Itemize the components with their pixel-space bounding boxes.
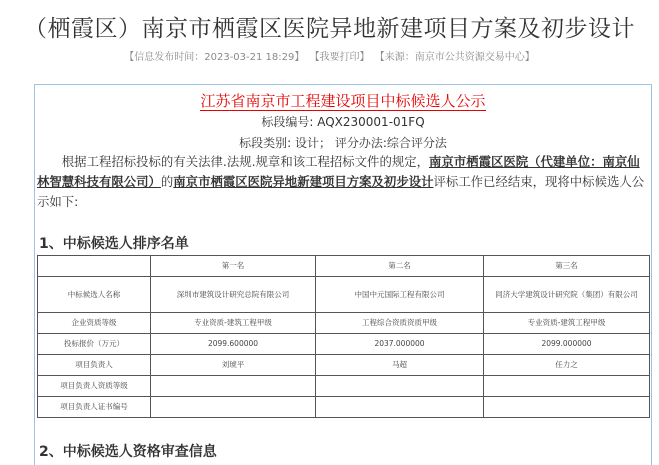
- section-heading-qualification: 2、中标候选人资格审查信息: [39, 444, 217, 460]
- table-header-row: [38, 256, 650, 277]
- page-title: （栖霞区）南京市栖霞区医院异地新建项目方案及初步设计: [24, 16, 635, 42]
- table-row: [38, 397, 650, 418]
- section-heading-ranking: 1、中标候选人排序名单: [39, 236, 189, 252]
- header-cell: 第一名: [151, 256, 316, 277]
- row-label: 企业资质等级: [38, 313, 151, 334]
- intro-mid: 的: [160, 174, 174, 189]
- table-cell: 2099.000000: [484, 334, 650, 355]
- table-cell: [484, 376, 650, 397]
- table-cell: [484, 397, 650, 418]
- intro-suffix: 评标工作已经结束，现将中标候选人公示如下:: [37, 174, 645, 209]
- table-row: [38, 376, 650, 397]
- article-meta: [0, 48, 659, 63]
- table-cell: [316, 397, 484, 418]
- table-cell: 工程综合资质资质甲级: [316, 313, 484, 334]
- project-name: 南京市栖霞区医院异地新建项目方案及初步设计: [173, 174, 434, 189]
- intro-paragraph: [37, 152, 649, 212]
- table-cell: [151, 397, 316, 418]
- table-cell: 专业资质-建筑工程甲级: [151, 313, 316, 334]
- header-cell: [38, 256, 151, 277]
- intro-prefix: 根据工程招标投标的有关法律.法规.规章和该工程招标文件的规定，: [61, 154, 430, 169]
- row-label: 项目负责人: [38, 355, 151, 376]
- notice-title: [35, 90, 651, 111]
- category-line: 标段类别: 设计； 评分办法:综合评分法: [239, 136, 447, 150]
- source-label: 【来源：南京市公共资源交易中心】: [374, 52, 535, 63]
- row-label: 项目负责人资质等级: [38, 376, 151, 397]
- header-cell: 第二名: [316, 256, 484, 277]
- publish-time: 【信息发布时间：2023-03-21 18:29】: [124, 52, 305, 63]
- notice-frame: [34, 84, 652, 465]
- table-row: [38, 355, 650, 376]
- notice-title-text: 江苏省南京市工程建设项目中标候选人公示: [200, 92, 486, 110]
- table-cell: [316, 376, 484, 397]
- row-label: 投标报价（万元）: [38, 334, 151, 355]
- row-label: 中标候选人名称: [38, 277, 151, 313]
- table-row: [38, 277, 650, 313]
- section-number: 标段编号: AQX230001-01FQ: [261, 115, 425, 129]
- table-cell: 2037.000000: [316, 334, 484, 355]
- table-cell: 马超: [316, 355, 484, 376]
- table-cell: 中国中元国际工程有限公司: [316, 277, 484, 313]
- candidate-table: [37, 255, 650, 418]
- table-cell: 深圳市建筑设计研究总院有限公司: [151, 277, 316, 313]
- tenderer-name: 南京市栖霞区医院（代建单位：南京仙林智慧科技有限公司）: [37, 154, 640, 189]
- table-cell: 刘琥平: [151, 355, 316, 376]
- table-cell: [151, 376, 316, 397]
- print-link[interactable]: 【我要打印】: [309, 52, 370, 63]
- table-cell: 2099.600000: [151, 334, 316, 355]
- table-row: [38, 313, 650, 334]
- table-row: [38, 334, 650, 355]
- table-cell: 任力之: [484, 355, 650, 376]
- table-cell: 同济大学建筑设计研究院（集团）有限公司: [484, 277, 650, 313]
- header-cell: 第三名: [484, 256, 650, 277]
- row-label: 项目负责人证书编号: [38, 397, 151, 418]
- table-cell: 专业资质-建筑工程甲级: [484, 313, 650, 334]
